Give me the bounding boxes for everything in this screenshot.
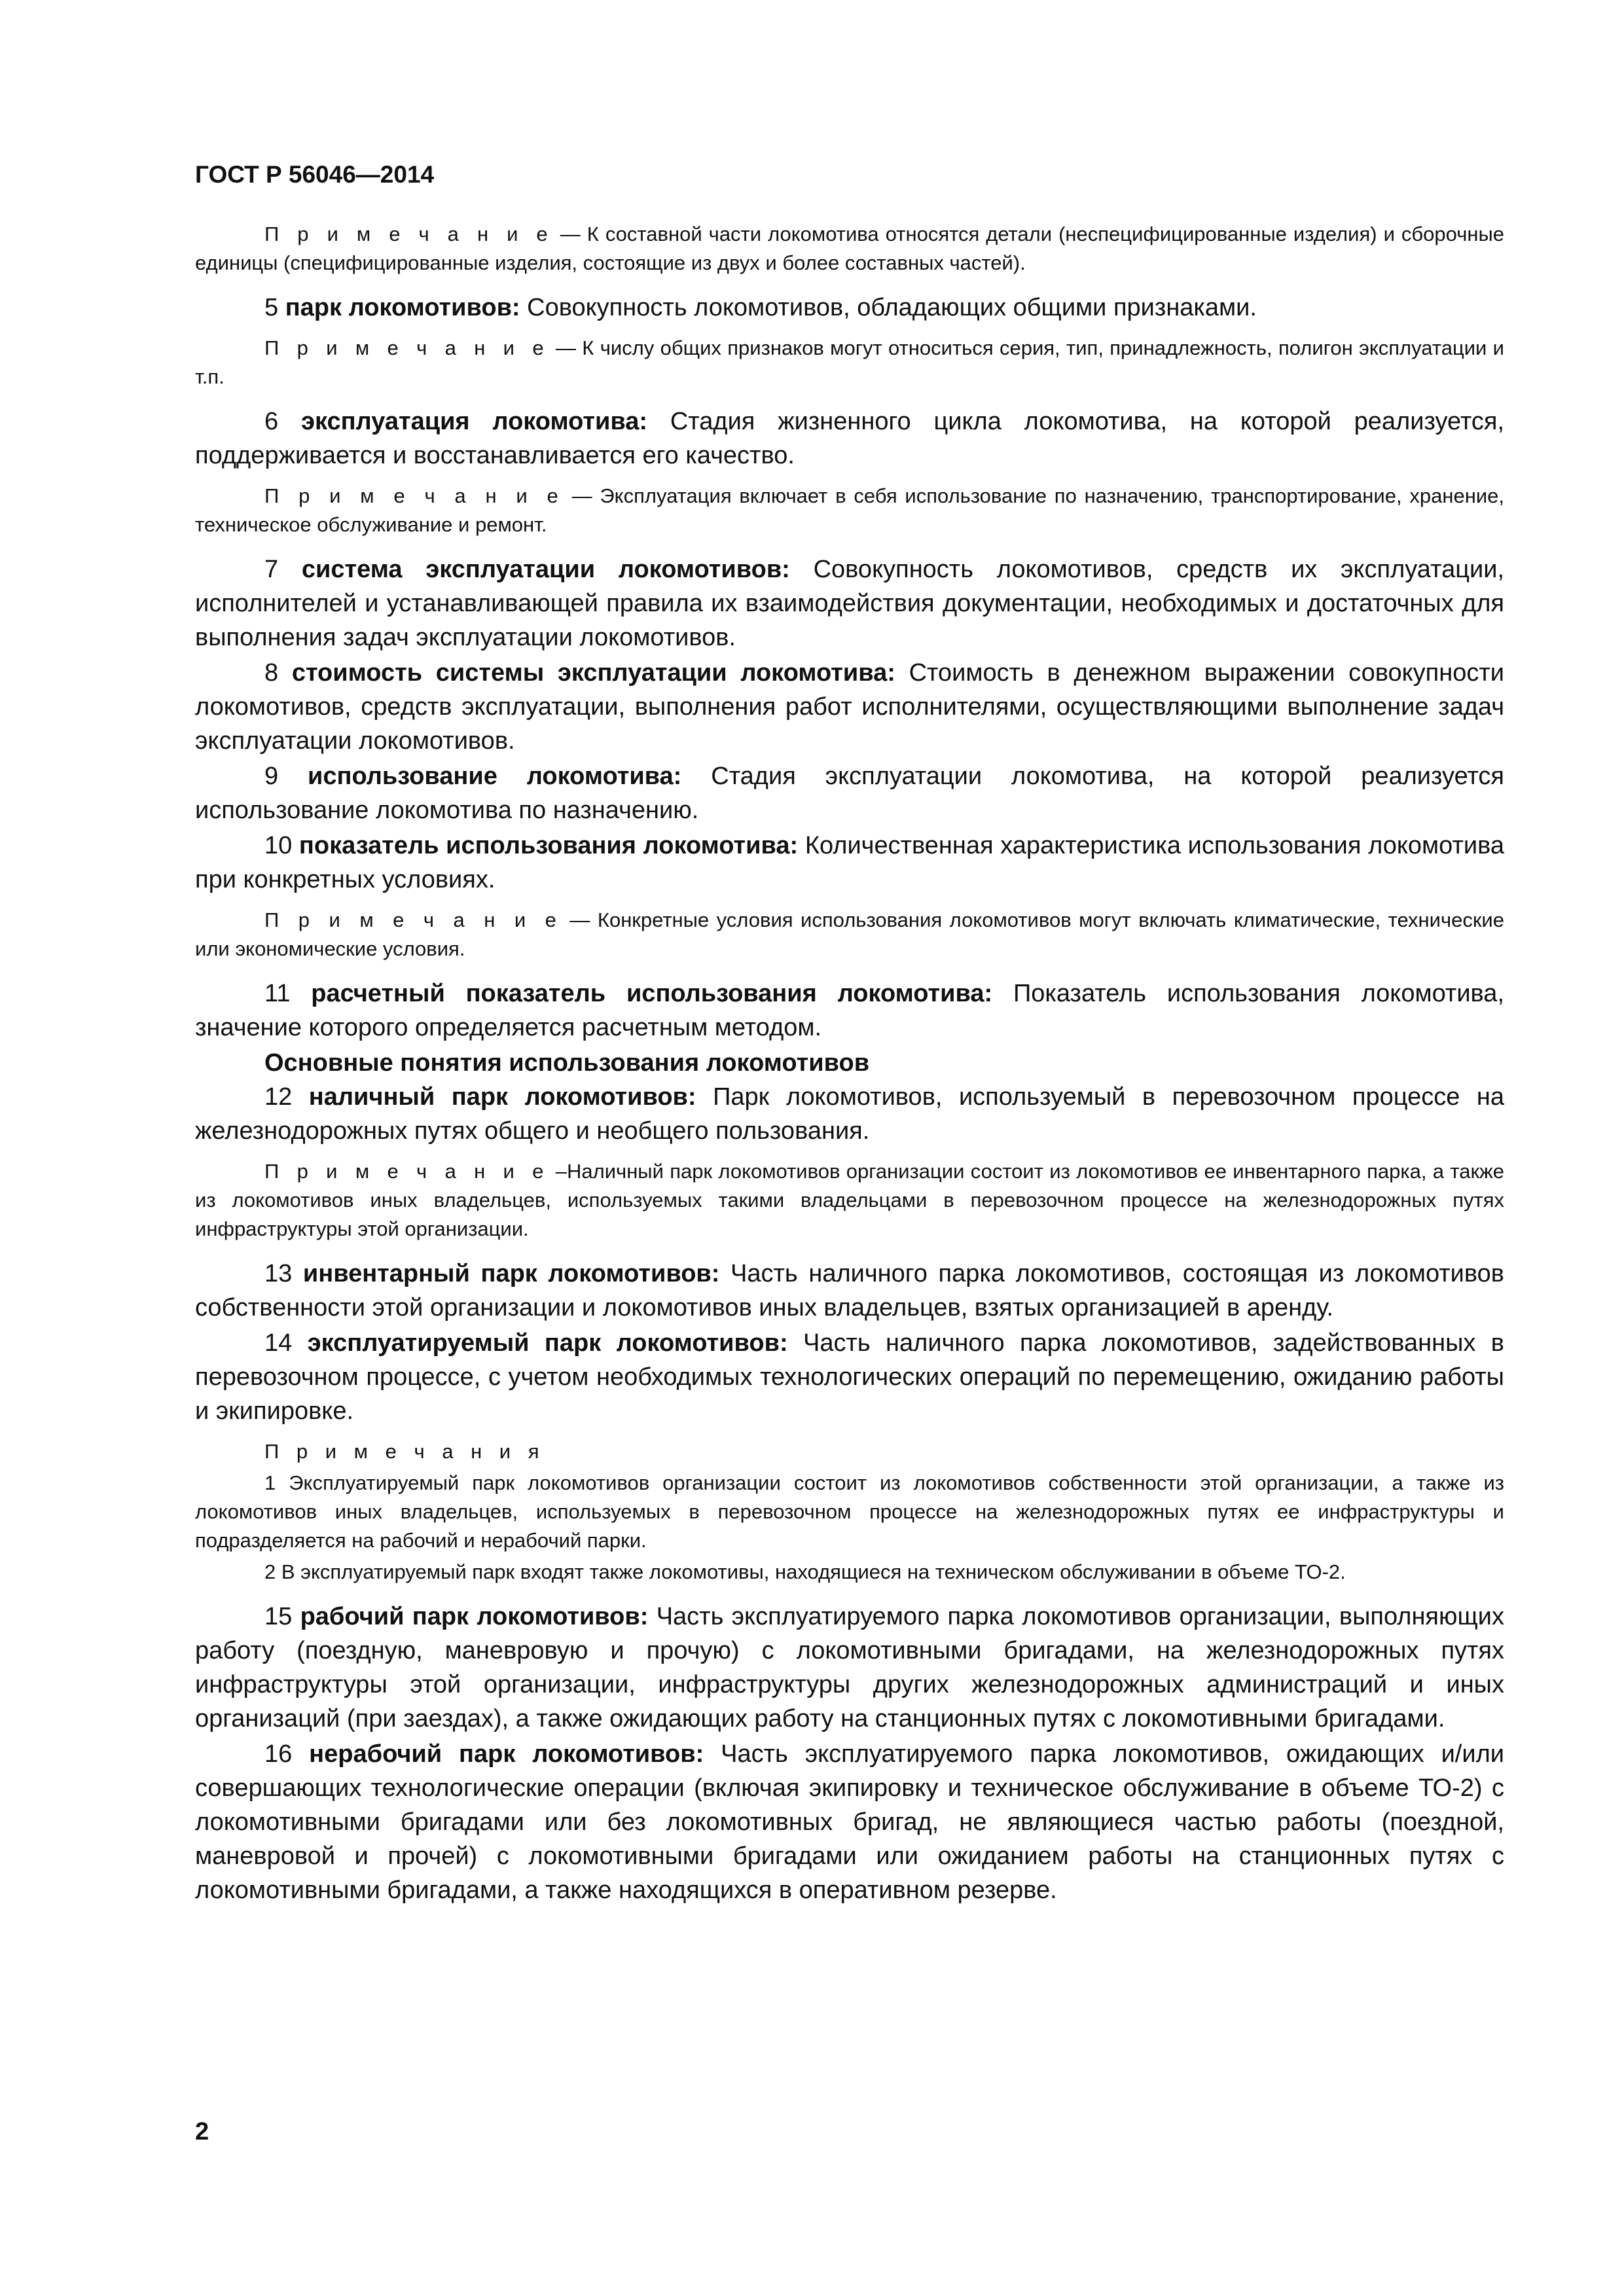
term-title: рабочий парк локомотивов: — [300, 1603, 649, 1630]
document-header: ГОСТ Р 56046—2014 — [195, 161, 435, 188]
term-16 — [195, 1737, 1504, 1907]
term-title: парк локомотивов: — [285, 294, 520, 321]
term-number: 13 — [264, 1260, 303, 1287]
term-definition: Количественная характеристика использования локомотива при конкретных условиях. — [195, 832, 1504, 893]
term-definition: Часть эксплуатируемого парка локомотивов, ожидающих и/или совершающих технологические операции (включая экипировку и техническое обслуживание в объеме ТО-2) с локомотивными бригадами или без локомотивных бригад, не являющиеся частью работы (поездной, маневровой и прочей) с локомотивными бригадами или ожиданием работы на станционных путях с локомотивными бригадами, а также находящихся в оперативном резерве. — [195, 1740, 1504, 1904]
term-number: 12 — [264, 1083, 309, 1111]
term-number: 9 — [264, 762, 308, 790]
note-label: П р и м е ч а н и е — [264, 223, 554, 245]
note-item-1: 1 Эксплуатируемый парк локомотивов организации состоит из локомотивов собственности этой организации, а также из локомотивов иных владельцев, используемых в перевозочном процессе на железнодорожных путях ее инфраструктуры и подразделяется на рабочий и нерабочий парки. — [195, 1471, 1504, 1552]
term-6 — [195, 404, 1504, 473]
term-title: эксплуатируемый парк локомотивов: — [307, 1329, 788, 1357]
note-text: — К числу общих признаков могут относиться серия, тип, принадлежность, полигон эксплуатации и т.п. — [195, 336, 1504, 388]
term-title: наличный парк локомотивов: — [308, 1083, 696, 1111]
term-definition: Часть наличного парка локомотивов, состоящая из локомотивов собственности этой организации и локомотивов иных владельцев, взятых организацией в аренду. — [195, 1260, 1504, 1321]
note-text: –Наличный парк локомотивов организации состоит из локомотивов ее инвентарного парка, а также из локомотивов иных владельцев, используемых такими владельцами в перевозочном процессе на железнодорожных путях инфраструктуры этой организации. — [195, 1160, 1504, 1240]
term-definition: Стоимость в денежном выражении совокупности локомотивов, средств эксплуатации, выполнения работ исполнителями, осуществляющими выполнение задач эксплуатации локомотивов. — [195, 659, 1504, 755]
term-7 — [195, 552, 1504, 655]
term-title: расчетный показатель использования локомотива: — [311, 980, 993, 1007]
term-title: система эксплуатации локомотивов: — [301, 556, 790, 583]
note-label: П р и м е ч а н и е — [264, 336, 550, 359]
term-definition: Показатель использования локомотива, значение которого определяется расчетным методом. — [195, 980, 1504, 1041]
term-13 — [195, 1257, 1504, 1325]
term-title: нерабочий парк локомотивов: — [309, 1740, 704, 1768]
term-definition: Стадия жизненного цикла локомотива, на которой реализуется, поддерживается и восстанавливается его качество. — [195, 408, 1505, 469]
term-title: инвентарный парк локомотивов: — [302, 1260, 720, 1287]
term-definition: Совокупность локомотивов, средств их эксплуатации, исполнителей и устанавливающей правила их взаимодействия документации, необходимых и достаточных для выполнения задач эксплуатации локомотивов. — [195, 556, 1504, 651]
term-number: 14 — [264, 1329, 308, 1357]
term-11 — [195, 977, 1504, 1045]
term-number: 7 — [264, 556, 302, 583]
note-label: П р и м е ч а н и е — [264, 484, 564, 507]
note-paragraph — [195, 220, 1504, 278]
term-number: 16 — [264, 1740, 310, 1768]
term-15 — [195, 1600, 1504, 1736]
note-paragraph — [195, 906, 1504, 963]
term-title: эксплуатация локомотива: — [300, 408, 648, 435]
note-text: — К составной части локомотива относятся детали (неспецифицированные изделия) и сборочные единицы (специфицированные изделия, состоящие из двух и более составных частей). — [195, 223, 1505, 274]
note-text: — Эксплуатация включает в себя использование по назначению, транспортирование, хранение, техническое обслуживание и ремонт. — [195, 484, 1504, 536]
term-number: 15 — [264, 1603, 300, 1630]
note-paragraph — [195, 482, 1504, 539]
term-definition: Часть наличного парка локомотивов, задействованных в перевозочном процессе, с учетом необходимых технологических операций по перемещению, ожиданию работы и экипировке. — [195, 1329, 1504, 1425]
term-number: 5 — [264, 294, 285, 321]
section-subheading: Основные понятия использования локомотивов — [264, 1049, 870, 1077]
term-number: 6 — [264, 408, 301, 435]
term-14 — [195, 1326, 1504, 1428]
term-title: показатель использования локомотива: — [298, 832, 799, 859]
term-12 — [195, 1080, 1504, 1148]
note-label: П р и м е ч а н и е — [264, 908, 562, 931]
note-label: П р и м е ч а н и е — [264, 1160, 550, 1183]
term-number: 11 — [264, 980, 312, 1007]
term-definition: Стадия эксплуатации локомотива, на которой реализуется использование локомотива по назначению. — [195, 762, 1504, 824]
term-number: 10 — [264, 832, 299, 859]
note-paragraph — [195, 1157, 1504, 1244]
notes-label-line — [195, 1437, 1504, 1466]
note-item-2: 2 В эксплуатируемый парк входят также локомотивы, находящиеся на техническом обслуживании в объеме ТО-2. — [264, 1560, 1346, 1583]
document-body — [195, 220, 1504, 1909]
term-9 — [195, 759, 1504, 827]
note-paragraph — [195, 334, 1504, 391]
term-10 — [195, 829, 1504, 897]
term-title: использование локомотива: — [308, 762, 682, 790]
term-5 — [195, 291, 1504, 325]
term-definition: Часть эксплуатируемого парка локомотивов организации, выполняющих работу (поездную, маневровую и прочую) с локомотивными бригадами, на железнодорожных путях инфраструктуры этой организации, инфраструктуры других железнодорожных администраций и иных организаций (при заездах), а также ожидающих работу на станционных путях с локомотивными бригадами. — [195, 1603, 1504, 1732]
term-definition: Парк локомотивов, используемый в перевозочном процессе на железнодорожных путях общего и необщего пользования. — [195, 1083, 1505, 1145]
notes-label: П р и м е ч а н и я — [264, 1440, 545, 1463]
page-number: 2 — [195, 2118, 209, 2145]
term-definition: Совокупность локомотивов, обладающих общими признаками. — [520, 294, 1257, 321]
term-number: 8 — [264, 659, 292, 687]
term-8 — [195, 656, 1504, 758]
note-text: — Конкретные условия использования локомотивов могут включать климатические, технические или экономические условия. — [195, 908, 1504, 960]
term-title: стоимость системы эксплуатации локомотива: — [291, 659, 895, 687]
